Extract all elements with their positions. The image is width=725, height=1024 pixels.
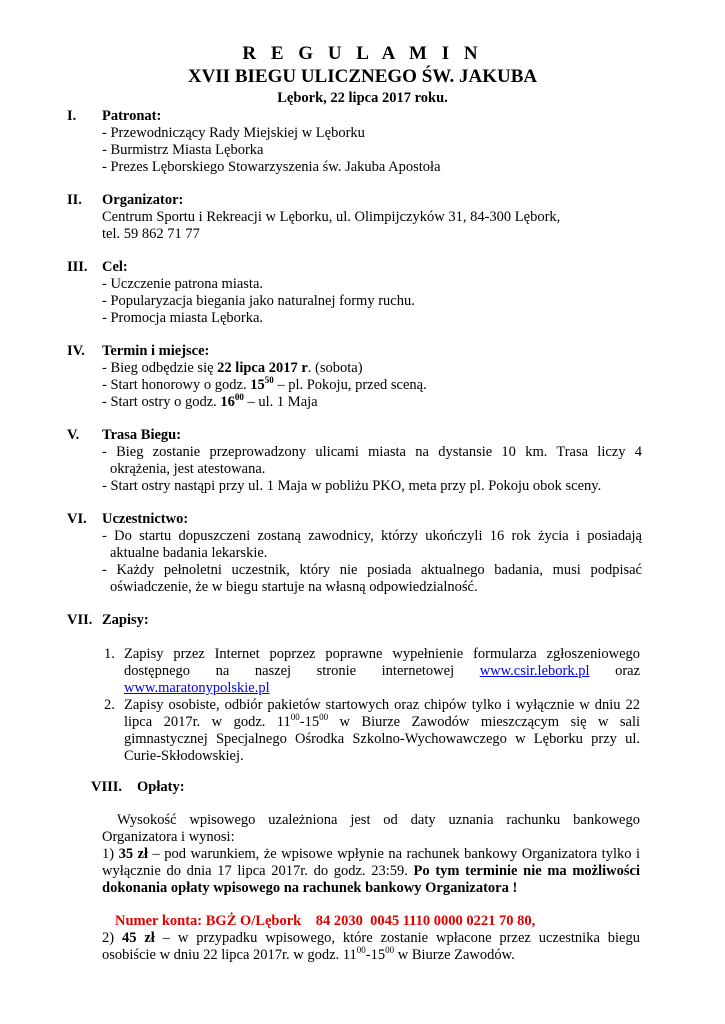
list-item: - Bieg odbędzie się 22 lipca 2017 r. (sobota) <box>102 360 363 376</box>
section-6-number: VI. <box>67 511 87 527</box>
section-6 <box>102 511 642 596</box>
list-item-cont: aktualne badania lekarskie. <box>110 545 268 561</box>
section-7-heading: Zapisy: <box>102 612 149 628</box>
list-item: - Start ostry o godz. $16^{00}$ – ul. 1 Maja <box>102 392 318 410</box>
document-date: Lębork, 22 lipca 2017 roku. <box>277 90 448 106</box>
list-item: - Start honorowy o godz. $15^{50}$ – pl. Pokoju, przed sceną. <box>102 375 427 393</box>
section-2-number: II. <box>67 192 82 208</box>
list-item: - Do startu dopuszczeni zostaną zawodnicy, którzy ukończyli 16 rok życia i posiadają <box>102 528 642 544</box>
fees-intro: Wysokość wpisowego uzależniona jest od daty uznania rachunku bankowego Organizatora i wynosi: <box>102 812 640 845</box>
organizer-phone: tel. 59 862 71 77 <box>102 226 200 242</box>
section-8-number: VIII. <box>91 779 123 795</box>
list-item: - Popularyzacja biegania jako naturalnej formy ruchu. <box>102 293 415 309</box>
section-3-number: III. <box>67 259 88 275</box>
list-item: - Burmistrz Miasta Lęborka <box>102 142 264 158</box>
list-item: - Prezes Lęborskiego Stowarzyszenia św. Jakuba Apostoła <box>102 159 441 175</box>
registration-in-person: Zapisy osobiste, odbiór pakietów startowych oraz chipów tylko i wyłącznie w dniu 22 lipca 2017r. w godz. $11^{00}-15^{00}$ w Biurze Zawodów mieszczącym się w sali gimnastycznej Specjalnego Ośrodka Szkolno-Wychowawczego w Lęborku przy ul. Curie-Skłodowskiej. <box>124 697 641 764</box>
list-item: - Bieg zostanie przeprowadzony ulicami miasta na dystansie 10 km. Trasa liczy 4 <box>102 444 642 460</box>
section-2-heading: Organizator: <box>102 192 184 208</box>
section-1 <box>102 108 640 176</box>
section-6-heading: Uczestnictwo: <box>102 511 189 527</box>
section-1-number: I. <box>67 108 77 124</box>
section-1-heading: Patronat: <box>102 108 162 124</box>
section-3 <box>102 259 640 327</box>
fee-option-1: 1) 35 zł – pod warunkiem, że wpisowe wpłynie na rachunek bankowy Organizatora tylko i wyłącznie do dnia 17 lipca 2017r. do godz. 23:59. Po tym terminie nie ma możliwości dokonania opłaty wpisowego na rachunek bankowy Organizatora ! <box>102 846 640 896</box>
list-item: - Promocja miasta Lęborka. <box>102 310 264 326</box>
document-subtitle: XVII BIEGU ULICZNEGO ŚW. JAKUBA <box>187 66 538 87</box>
section-7-number: VII. <box>67 612 93 628</box>
item-number: 2. <box>104 697 115 713</box>
section-5-number: V. <box>67 427 80 443</box>
document-title: R E G U L A M I N <box>242 43 483 64</box>
list-item-cont: okrążenia, jest atestowana. <box>110 461 266 477</box>
bank-account-number: Numer konta: BGŻ O/Lębork 84 2030 0045 1110 0000 0221 70 80, <box>115 913 536 929</box>
section-3-heading: Cel: <box>102 259 128 275</box>
list-item: - Uczczenie patrona miasta. <box>102 276 264 292</box>
section-5 <box>102 427 642 495</box>
section-5-heading: Trasa Biegu: <box>102 427 182 443</box>
list-item: - Start ostry nastąpi przy ul. 1 Maja w pobliżu PKO, meta przy pl. Pokoju obok sceny. <box>102 478 602 494</box>
section-8-heading: Opłaty: <box>137 779 185 795</box>
item-number: 1. <box>104 646 115 662</box>
section-2 <box>102 192 640 243</box>
list-item-cont: oświadczenie, że w biegu startuje na własną odpowiedzialność. <box>110 579 478 595</box>
section-4-number: IV. <box>67 343 85 359</box>
list-item: - Każdy pełnoletni uczestnik, który nie posiada aktualnego badania, musi podpisać <box>102 562 642 578</box>
fee-option-2: 2) 45 zł – w przypadku wpisowego, które zostanie wpłacone przez uczestnika biegu osobiście w dniu 22 lipca 2017r. w godz. $11^{00}-15^{00}$ w Biurze Zawodów. <box>102 930 640 963</box>
organizer-address: Centrum Sportu i Rekreacji w Lęborku, ul. Olimpijczyków 31, 84-300 Lębork, <box>102 209 561 225</box>
registration-online: Zapisy przez Internet poprzez poprawne wypełnienie formularza zgłoszeniowego dostępnego na naszej stronie internetowej www.csir.lebork.pl oraz www.maratonypolskie.pl <box>124 646 641 696</box>
csir-link[interactable]: www.csir.lebork.pl <box>479 663 590 679</box>
section-4 <box>102 343 640 411</box>
section-4-heading: Termin i miejsce: <box>102 343 210 359</box>
maratonypolskie-link[interactable]: www.maratonypolskie.pl <box>124 680 270 696</box>
list-item: - Przewodniczący Rady Miejskiej w Lęborku <box>102 125 365 141</box>
